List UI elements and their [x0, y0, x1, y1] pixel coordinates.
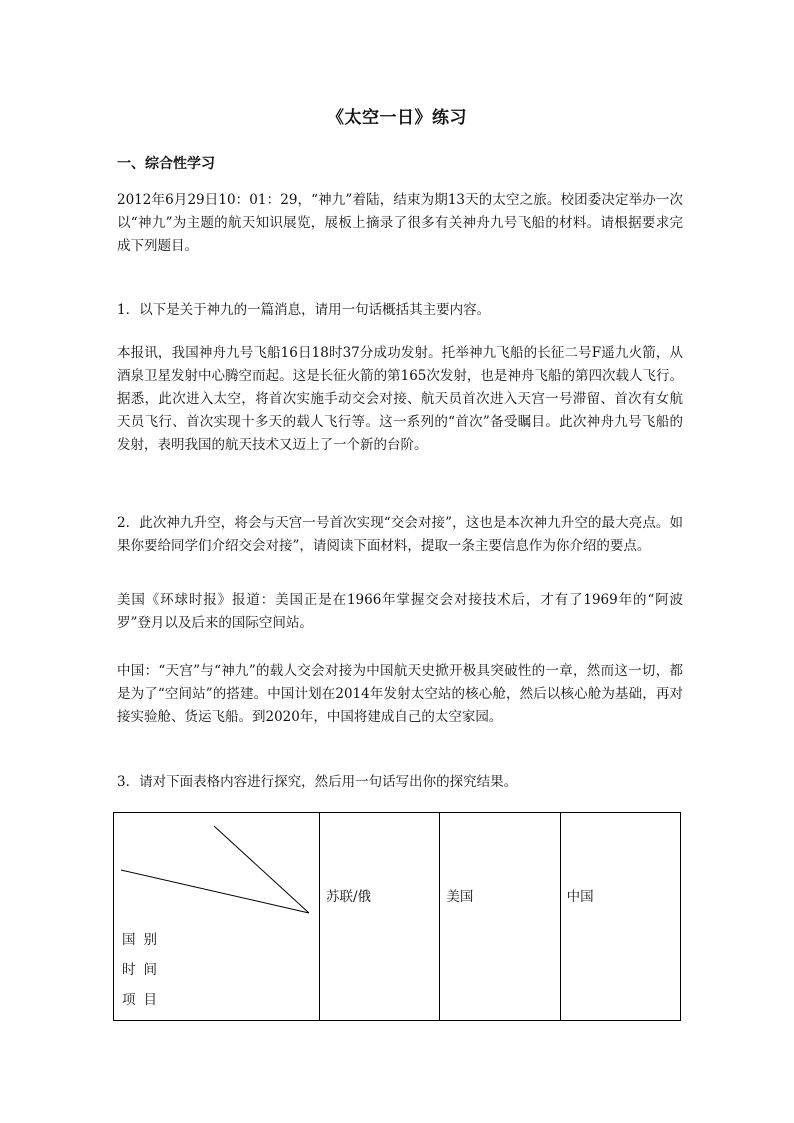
- comparison-table: [113, 812, 681, 1021]
- table-row: [114, 813, 681, 1021]
- news-paragraph: 本报讯，我国神舟九号飞船16日18时37分成功发射。托举神九飞船的长征二号F遥九火箭，从酒泉卫星发射中心腾空而起。这是长征火箭的第165次发射，也是神舟飞船的第四次载人飞行。据悉，此次进入太空，将首次实施手动交会对接、航天员首次进入天宫一号滞留、首次有女航天员飞行、首次实现十多天的载人飞行等。这一系列的“首次”备受瞩目。此次神舟九号飞船的发射，表明我国的航天技术又迈上了一个新的台阶。: [117, 345, 683, 453]
- china-paragraph: 中国：“天宫”与“神九”的载人交会对接为中国航天史掀开极具突破性的一章，然而这一切，都是为了“空间站”的搭建。中国计划在2014年发射太空站的核心舱，然后以核心舱为基础，再对接实验舱、货运飞船。到2020年，中国将建成自己的太空家园。: [117, 663, 683, 725]
- diag-label-time: 时间: [122, 962, 165, 978]
- column-header-usa: [440, 813, 560, 1021]
- usa-report-paragraph: 美国《环球时报》报道：美国正是在1966年掌握交会对接技术后，才有了1969年的“阿波罗”登月以及后来的国际空间站。: [117, 592, 683, 631]
- diagonal-header-cell: [114, 813, 320, 1021]
- column-header-china: [560, 813, 680, 1021]
- diag-label-country: 国别: [122, 932, 165, 948]
- column-label: 苏联/俄: [326, 889, 372, 905]
- question-2: 2．此次神九升空，将会与天宫一号首次实现“交会对接”，这也是本次神九升空的最大亮点。如果你要给同学们介绍交会对接”，请阅读下面材料，提取一条主要信息作为你介绍的要点。: [117, 515, 683, 554]
- question-3: 3．请对下面表格内容进行探究，然后用一句话写出你的探究结果。: [117, 774, 518, 790]
- section-heading: 一、综合性学习: [117, 156, 215, 172]
- column-label: 中国: [566, 889, 594, 905]
- intro-paragraph: 2012年6月29日10：01：29，“神九”着陆，结束为期13天的太空之旅。校团委决定举办一次以“神九”为主题的航天知识展览，展板上摘录了很多有关神舟九号飞船的材料。请根据要求完成下列题目。: [117, 192, 683, 254]
- column-header-ussr: [320, 813, 440, 1021]
- page-title: 《太空一日》练习: [327, 108, 467, 128]
- question-1: 1．以下是关于神九的一篇消息，请用一句话概括其主要内容。: [117, 302, 491, 318]
- diag-label-item: 项目: [122, 992, 165, 1008]
- column-label: 美国: [446, 889, 474, 905]
